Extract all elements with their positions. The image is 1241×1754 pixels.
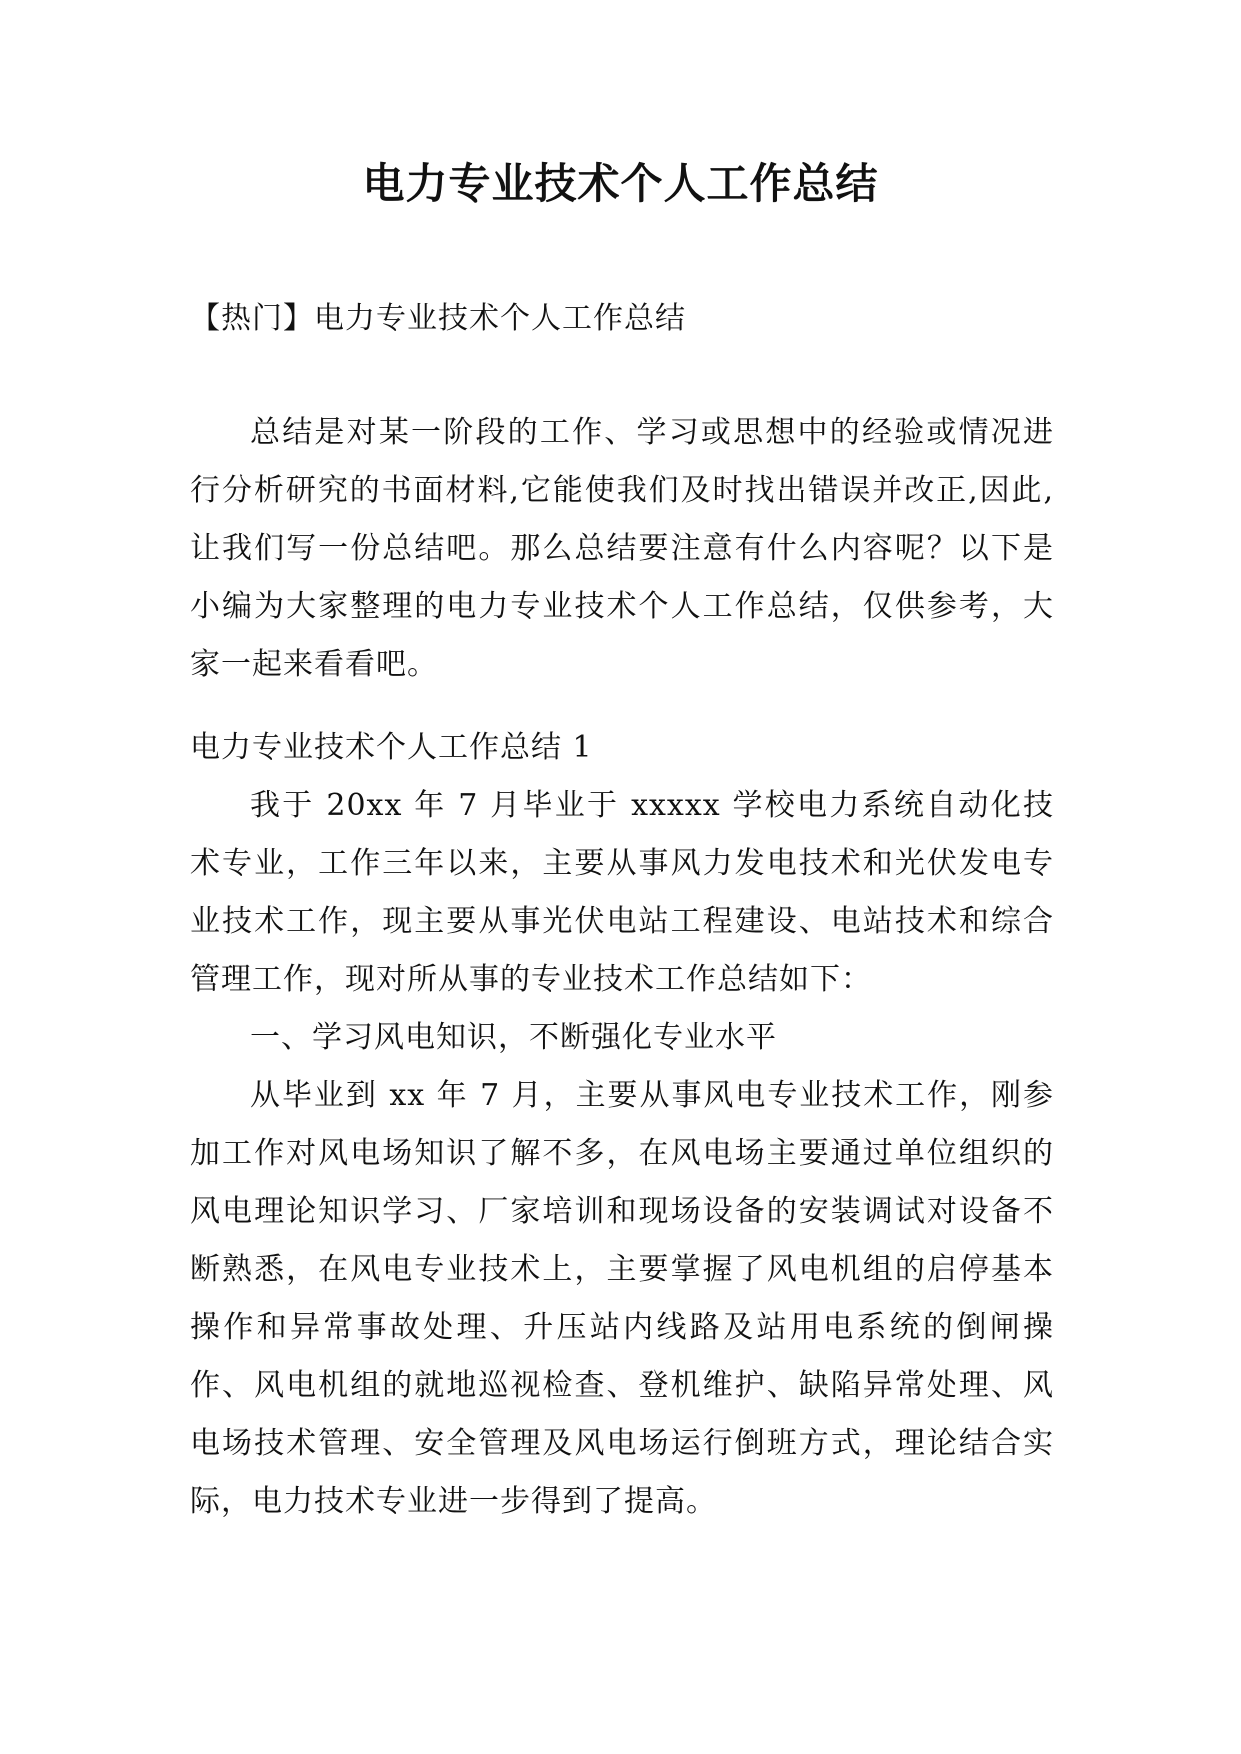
subsection-heading: 一、学习风电知识，不断强化专业水平	[250, 1020, 777, 1055]
section-body	[190, 719, 1054, 1531]
intro-paragraph	[190, 404, 1054, 694]
body-paragraph: 我于 20xx 年 7 月毕业于 xxxxx 学校电力系统自动化技术专业，工作三年以来，主要从事风力发电技术和光伏发电专业技术工作，现主要从事光伏电站工程建设、电站技术和综合管理工作，现对所从事的专业技术工作总结如下：	[190, 788, 1054, 997]
document-title: 电力专业技术个人工作总结	[362, 159, 879, 208]
section-heading: 电力专业技术个人工作总结 1	[190, 730, 593, 765]
intro-text: 总结是对某一阶段的工作、学习或思想中的经验或情况进行分析研究的书面材料,它能使我们及时找出错误并改正,因此,让我们写一份总结吧。那么总结要注意有什么内容呢？以下是小编为大家整理的电力专业技术个人工作总结，仅供参考，大家一起来看看吧。	[190, 415, 1054, 682]
hot-tag-text: 【热门】电力专业技术个人工作总结	[190, 301, 686, 336]
hot-tag-line	[190, 290, 1054, 348]
body-paragraph: 从毕业到 xx 年 7 月，主要从事风电专业技术工作，刚参加工作对风电场知识了解不多，在风电场主要通过单位组织的风电理论知识学习、厂家培训和现场设备的安装调试对设备不断熟悉，在风电专业技术上，主要掌握了风电机组的启停基本操作和异常事故处理、升压站内线路及站用电系统的倒闸操作、风电机组的就地巡视检查、登机维护、缺陷异常处理、风电场技术管理、安全管理及风电场运行倒班方式，理论结合实际，电力技术专业进一步得到了提高。	[190, 1078, 1054, 1519]
